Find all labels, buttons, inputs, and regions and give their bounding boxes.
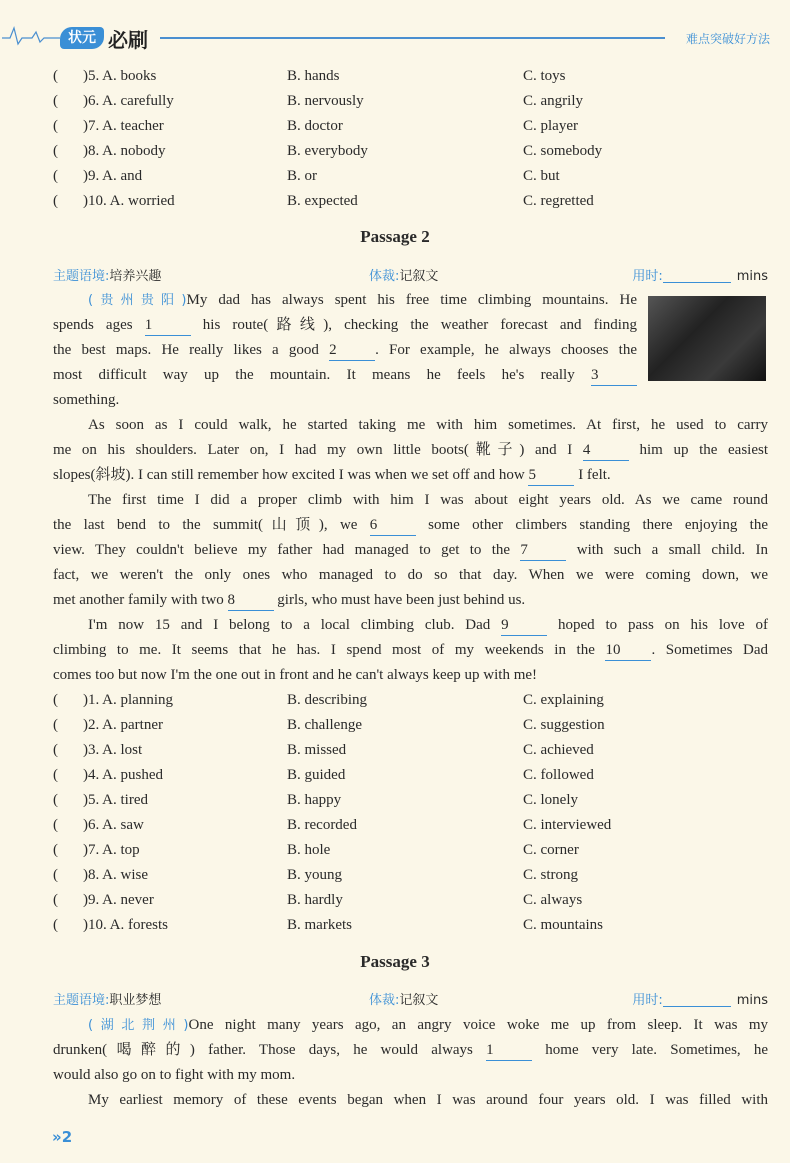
text-segment: with such a small child. In	[566, 542, 768, 558]
option-row	[53, 114, 773, 139]
option-row	[53, 713, 773, 738]
option-b: B. happy	[287, 792, 342, 808]
option-row	[53, 838, 773, 863]
option-c: C. followed	[523, 767, 594, 783]
genre-value: 记叙文	[399, 993, 439, 1008]
answer-blank[interactable]: 4	[583, 440, 629, 461]
option-a: )7. A. top	[83, 842, 140, 858]
answer-blank[interactable]: 1	[486, 1040, 532, 1061]
text-segment: I'm now 15 and I belong to a local climbing club. Dad	[88, 617, 502, 633]
option-b: B. recorded	[287, 817, 357, 833]
option-a: )6. A. saw	[83, 817, 144, 833]
theme-label: 主题语境:	[53, 269, 110, 284]
option-a: )2. A. partner	[83, 717, 163, 733]
option-row	[53, 888, 773, 913]
text-segment: most difficult way up the mountain. It means he feels he's really	[53, 367, 591, 383]
time-label: 用时:	[632, 269, 663, 284]
answer-paren[interactable]: (	[53, 792, 58, 808]
option-a: )9. A. never	[83, 892, 154, 908]
option-b: B. expected	[287, 193, 358, 209]
text-segment: girls, who must have been just behind us.	[273, 592, 526, 608]
text-segment: My earliest memory of these events began when I was around four years old. I was filled with	[88, 1092, 768, 1108]
text-segment: met another family with two	[53, 592, 228, 608]
option-c: C. player	[523, 118, 578, 134]
text-segment: spends ages	[53, 317, 145, 333]
text-segment: him up the easiest	[628, 442, 768, 458]
text-segment: As soon as I could walk, he started taking me with him sometimes. At first, he used to carry	[88, 417, 768, 433]
text-line	[53, 488, 768, 513]
text-line	[53, 663, 768, 688]
option-c: C. somebody	[523, 143, 603, 159]
text-line	[53, 588, 768, 613]
text-line	[53, 638, 768, 663]
text-segment: the last bend to the summit(山顶), we	[53, 517, 370, 533]
option-a: )9. A. and	[83, 168, 143, 184]
answer-blank[interactable]: 2	[329, 340, 375, 361]
answer-paren[interactable]: (	[53, 93, 58, 109]
answer-paren[interactable]: (	[53, 892, 58, 908]
passage-2-title: Passage 2	[360, 227, 430, 246]
option-row	[53, 863, 773, 888]
source-label: (贵州贵阳)	[88, 293, 187, 308]
double-chevron-icon: »	[52, 1128, 62, 1146]
option-row	[53, 788, 773, 813]
text-line	[53, 313, 637, 338]
brand-text: 必刷	[108, 28, 148, 52]
option-a: )10. A. worried	[83, 193, 175, 209]
theme-label: 主题语境:	[53, 993, 110, 1008]
text-segment: fact, we weren't the only ones who managed to do so that day. When we were coming down, we	[53, 567, 768, 583]
header-slogan: 难点突破好方法	[685, 32, 770, 46]
option-b: B. hands	[287, 68, 340, 84]
answer-paren[interactable]: (	[53, 68, 58, 84]
text-line	[53, 338, 637, 363]
text-line	[53, 1038, 768, 1063]
time-label: 用时:	[632, 993, 663, 1008]
time-unit: mins	[736, 993, 768, 1008]
text-segment: something.	[53, 392, 120, 408]
text-line	[53, 363, 637, 388]
answer-blank[interactable]: 7	[520, 540, 566, 561]
answer-paren[interactable]: (	[53, 767, 58, 783]
option-a: )3. A. lost	[83, 742, 143, 758]
option-c: C. always	[523, 892, 583, 908]
text-line	[53, 413, 768, 438]
answer-blank[interactable]: 10	[605, 640, 651, 661]
option-c: C. lonely	[523, 792, 578, 808]
answer-blank[interactable]: 9	[501, 615, 547, 636]
answer-blank[interactable]: 3	[591, 365, 637, 386]
text-segment: climbing to me. It seems that he has. I spend most of my weekends in the	[53, 642, 606, 658]
passage-3-title: Passage 3	[360, 952, 430, 971]
option-c: C. mountains	[523, 917, 604, 933]
option-b: B. everybody	[287, 143, 368, 159]
option-row	[53, 64, 773, 89]
option-b: B. describing	[287, 692, 367, 708]
option-a: )10. A. forests	[83, 917, 168, 933]
answer-blank[interactable]: 6	[370, 515, 416, 536]
text-segment: some other climbers standing there enjoying the	[415, 517, 769, 533]
answer-blank[interactable]: 5	[528, 465, 574, 486]
text-line	[53, 1013, 768, 1038]
option-c: C. interviewed	[523, 817, 612, 833]
answer-paren[interactable]: (	[53, 118, 58, 134]
text-segment: One night many years ago, an angry voice woke me up from sleep. It was my	[188, 1017, 768, 1033]
text-segment: . For example, he always chooses the	[375, 342, 637, 358]
genre-label: 体裁:	[369, 993, 400, 1008]
text-segment: comes too but now I'm the one out in front and he can't always keep up with me!	[53, 667, 538, 683]
option-row	[53, 164, 773, 189]
theme-value: 培养兴趣	[109, 269, 162, 284]
theme-value: 职业梦想	[109, 993, 162, 1008]
option-a: )4. A. pushed	[83, 767, 163, 783]
answer-paren[interactable]: (	[53, 168, 58, 184]
text-segment: drunken(喝醉的) father. Those days, he would always	[53, 1042, 487, 1058]
option-row	[53, 189, 773, 214]
option-c: C. angrily	[523, 93, 583, 109]
answer-paren[interactable]: (	[53, 842, 58, 858]
answer-paren[interactable]: (	[53, 867, 58, 883]
answer-paren[interactable]: (	[53, 717, 58, 733]
page-footer	[52, 1128, 72, 1146]
text-line	[53, 288, 637, 313]
option-a: )1. A. planning	[83, 692, 173, 708]
option-b: B. markets	[287, 917, 352, 933]
option-c: C. strong	[523, 867, 579, 883]
option-a: )8. A. nobody	[83, 143, 166, 159]
passage-3-meta	[53, 988, 768, 1013]
option-row	[53, 913, 773, 938]
option-a: )5. A. books	[83, 68, 157, 84]
option-b: B. young	[287, 867, 343, 883]
text-line	[53, 1088, 768, 1113]
header-rule	[160, 37, 665, 39]
option-c: C. toys	[523, 68, 566, 84]
text-segment: view. They couldn't believe my father had managed to get to the	[53, 542, 521, 558]
option-a: )6. A. carefully	[83, 93, 174, 109]
answer-paren[interactable]: (	[53, 692, 58, 708]
answer-paren[interactable]: (	[53, 917, 58, 933]
genre-value: 记叙文	[399, 269, 439, 284]
text-line	[53, 463, 768, 488]
option-row	[53, 89, 773, 114]
text-line	[53, 513, 768, 538]
text-segment: My dad has always spent his free time climbing mountains. He	[186, 292, 637, 308]
text-segment: I felt.	[574, 467, 611, 483]
option-a: )7. A. teacher	[83, 118, 164, 134]
text-segment: me on his shoulders. Later on, I had my own little boots(靴子) and I	[53, 442, 583, 458]
text-line	[53, 1063, 768, 1088]
text-line	[53, 538, 768, 563]
genre-label: 体裁:	[369, 269, 400, 284]
answer-paren[interactable]: (	[53, 817, 58, 833]
text-segment: . Sometimes Dad	[651, 642, 769, 658]
time-unit: mins	[736, 269, 768, 284]
answer-blank[interactable]: 1	[145, 315, 191, 336]
answer-blank[interactable]: 8	[228, 590, 274, 611]
option-c: C. suggestion	[523, 717, 605, 733]
option-b: B. or	[287, 168, 317, 184]
option-a: )8. A. wise	[83, 867, 148, 883]
text-line	[53, 438, 768, 463]
option-a: )5. A. tired	[83, 792, 148, 808]
page-number: 2	[61, 1128, 73, 1146]
text-segment: The first time I did a proper climb with him I was about eight years old. As we came round	[88, 492, 768, 508]
option-row	[53, 688, 773, 713]
option-b: B. nervously	[287, 93, 364, 109]
option-b: B. hardly	[287, 892, 343, 908]
text-segment: his route(路线), checking the weather forecast and finding	[190, 317, 637, 333]
option-c: C. but	[523, 168, 560, 184]
text-line	[53, 613, 768, 638]
option-c: C. corner	[523, 842, 579, 858]
option-c: C. achieved	[523, 742, 594, 758]
answer-paren[interactable]: (	[53, 143, 58, 159]
passage-2-meta	[53, 264, 768, 289]
text-segment: home very late. Sometimes, he	[532, 1042, 769, 1058]
text-segment: the best maps. He really likes a good	[53, 342, 330, 358]
text-segment: hoped to pass on his love of	[547, 617, 769, 633]
text-line	[53, 388, 768, 413]
option-row	[53, 813, 773, 838]
option-row	[53, 139, 773, 164]
time-blank[interactable]	[663, 990, 731, 1007]
heartbeat-line-icon	[2, 26, 62, 46]
option-b: B. challenge	[287, 717, 362, 733]
option-b: B. hole	[287, 842, 331, 858]
text-line	[53, 563, 768, 588]
climber-photo	[648, 296, 766, 381]
answer-paren[interactable]: (	[53, 742, 58, 758]
answer-paren[interactable]: (	[53, 193, 58, 209]
option-b: B. guided	[287, 767, 346, 783]
option-b: B. doctor	[287, 118, 343, 134]
source-label: (湖北荆州)	[88, 1018, 189, 1033]
time-blank[interactable]	[663, 266, 731, 283]
option-row	[53, 763, 773, 788]
option-row	[53, 738, 773, 763]
option-b: B. missed	[287, 742, 347, 758]
text-segment: would also go on to fight with my mom.	[53, 1067, 296, 1083]
text-segment: slopes(斜坡). I can still remember how excited I was when we set off and how	[53, 467, 529, 483]
option-c: C. regretted	[523, 193, 594, 209]
option-c: C. explaining	[523, 692, 604, 708]
brand-pill: 状元	[60, 27, 104, 49]
